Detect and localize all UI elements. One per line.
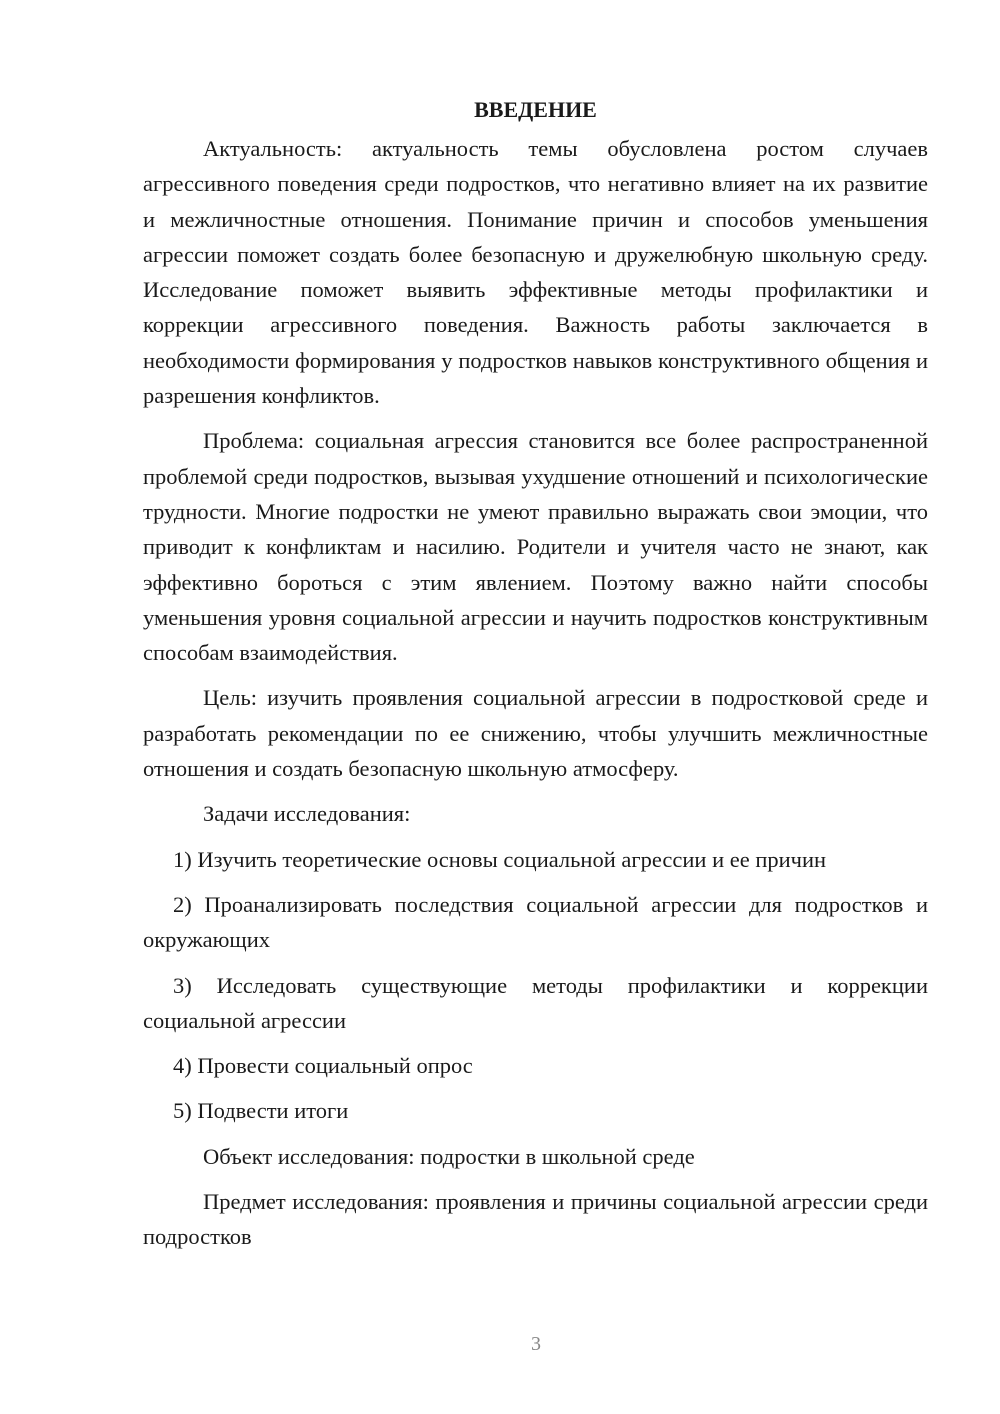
document-page (143, 92, 928, 1265)
task-item: 5) Подвести итоги (173, 1098, 349, 1124)
task-item: 4) Провести социальный опрос (173, 1053, 473, 1079)
task-item: 2) Проанализировать последствия социальной агрессии для подростков и окружающих (143, 891, 928, 953)
task-item: 1) Изучить теоретические основы социальной агрессии и ее причин (173, 846, 827, 872)
goal-paragraph: Цель: изучить проявления социальной агрессии в подростковой среде и разработать рекомендации по ее снижению, чтобы улучшить межличностные отношения и создать безопасную школьную атмосферу. (143, 685, 928, 782)
relevance-paragraph: Актуальность: актуальность темы обусловлена ростом случаев агрессивного поведения среди подростков, что негативно влияет на их развитие и межличностные отношения. Понимание причин и способов уменьшения агрессии поможет создать более безопасную и дружелюбную школьную среду. Исследование поможет выявить эффективные методы профилактики и коррекции агрессивного поведения. Важность работы заключается в необходимости формирования у подростков навыков конструктивного общения и разрешения конфликтов. (143, 136, 928, 409)
research-object: Объект исследования: подростки в школьной среде (203, 1143, 695, 1169)
page-title: ВВЕДЕНИЕ (474, 97, 597, 122)
problem-paragraph: Проблема: социальная агрессия становится все более распространенной проблемой среди подростков, вызывая ухудшение отношений и психологические трудности. Многие подростки не умеют правильно выражать свои эмоции, что приводит к конфликтам и насилию. Родители и учителя часто не знают, как эффективно бороться с этим явлением. Поэтому важно найти способы уменьшения уровня социальной агрессии и научить подростков конструктивным способам взаимодействия. (143, 428, 928, 666)
task-item: 3) Исследовать существующие методы профилактики и коррекции социальной агрессии (143, 972, 928, 1033)
research-subject: Предмет исследования: проявления и причины социальной агрессии среди подростков (143, 1189, 928, 1250)
page-number: 3 (531, 1333, 541, 1355)
tasks-heading: Задачи исследования: (203, 801, 411, 827)
